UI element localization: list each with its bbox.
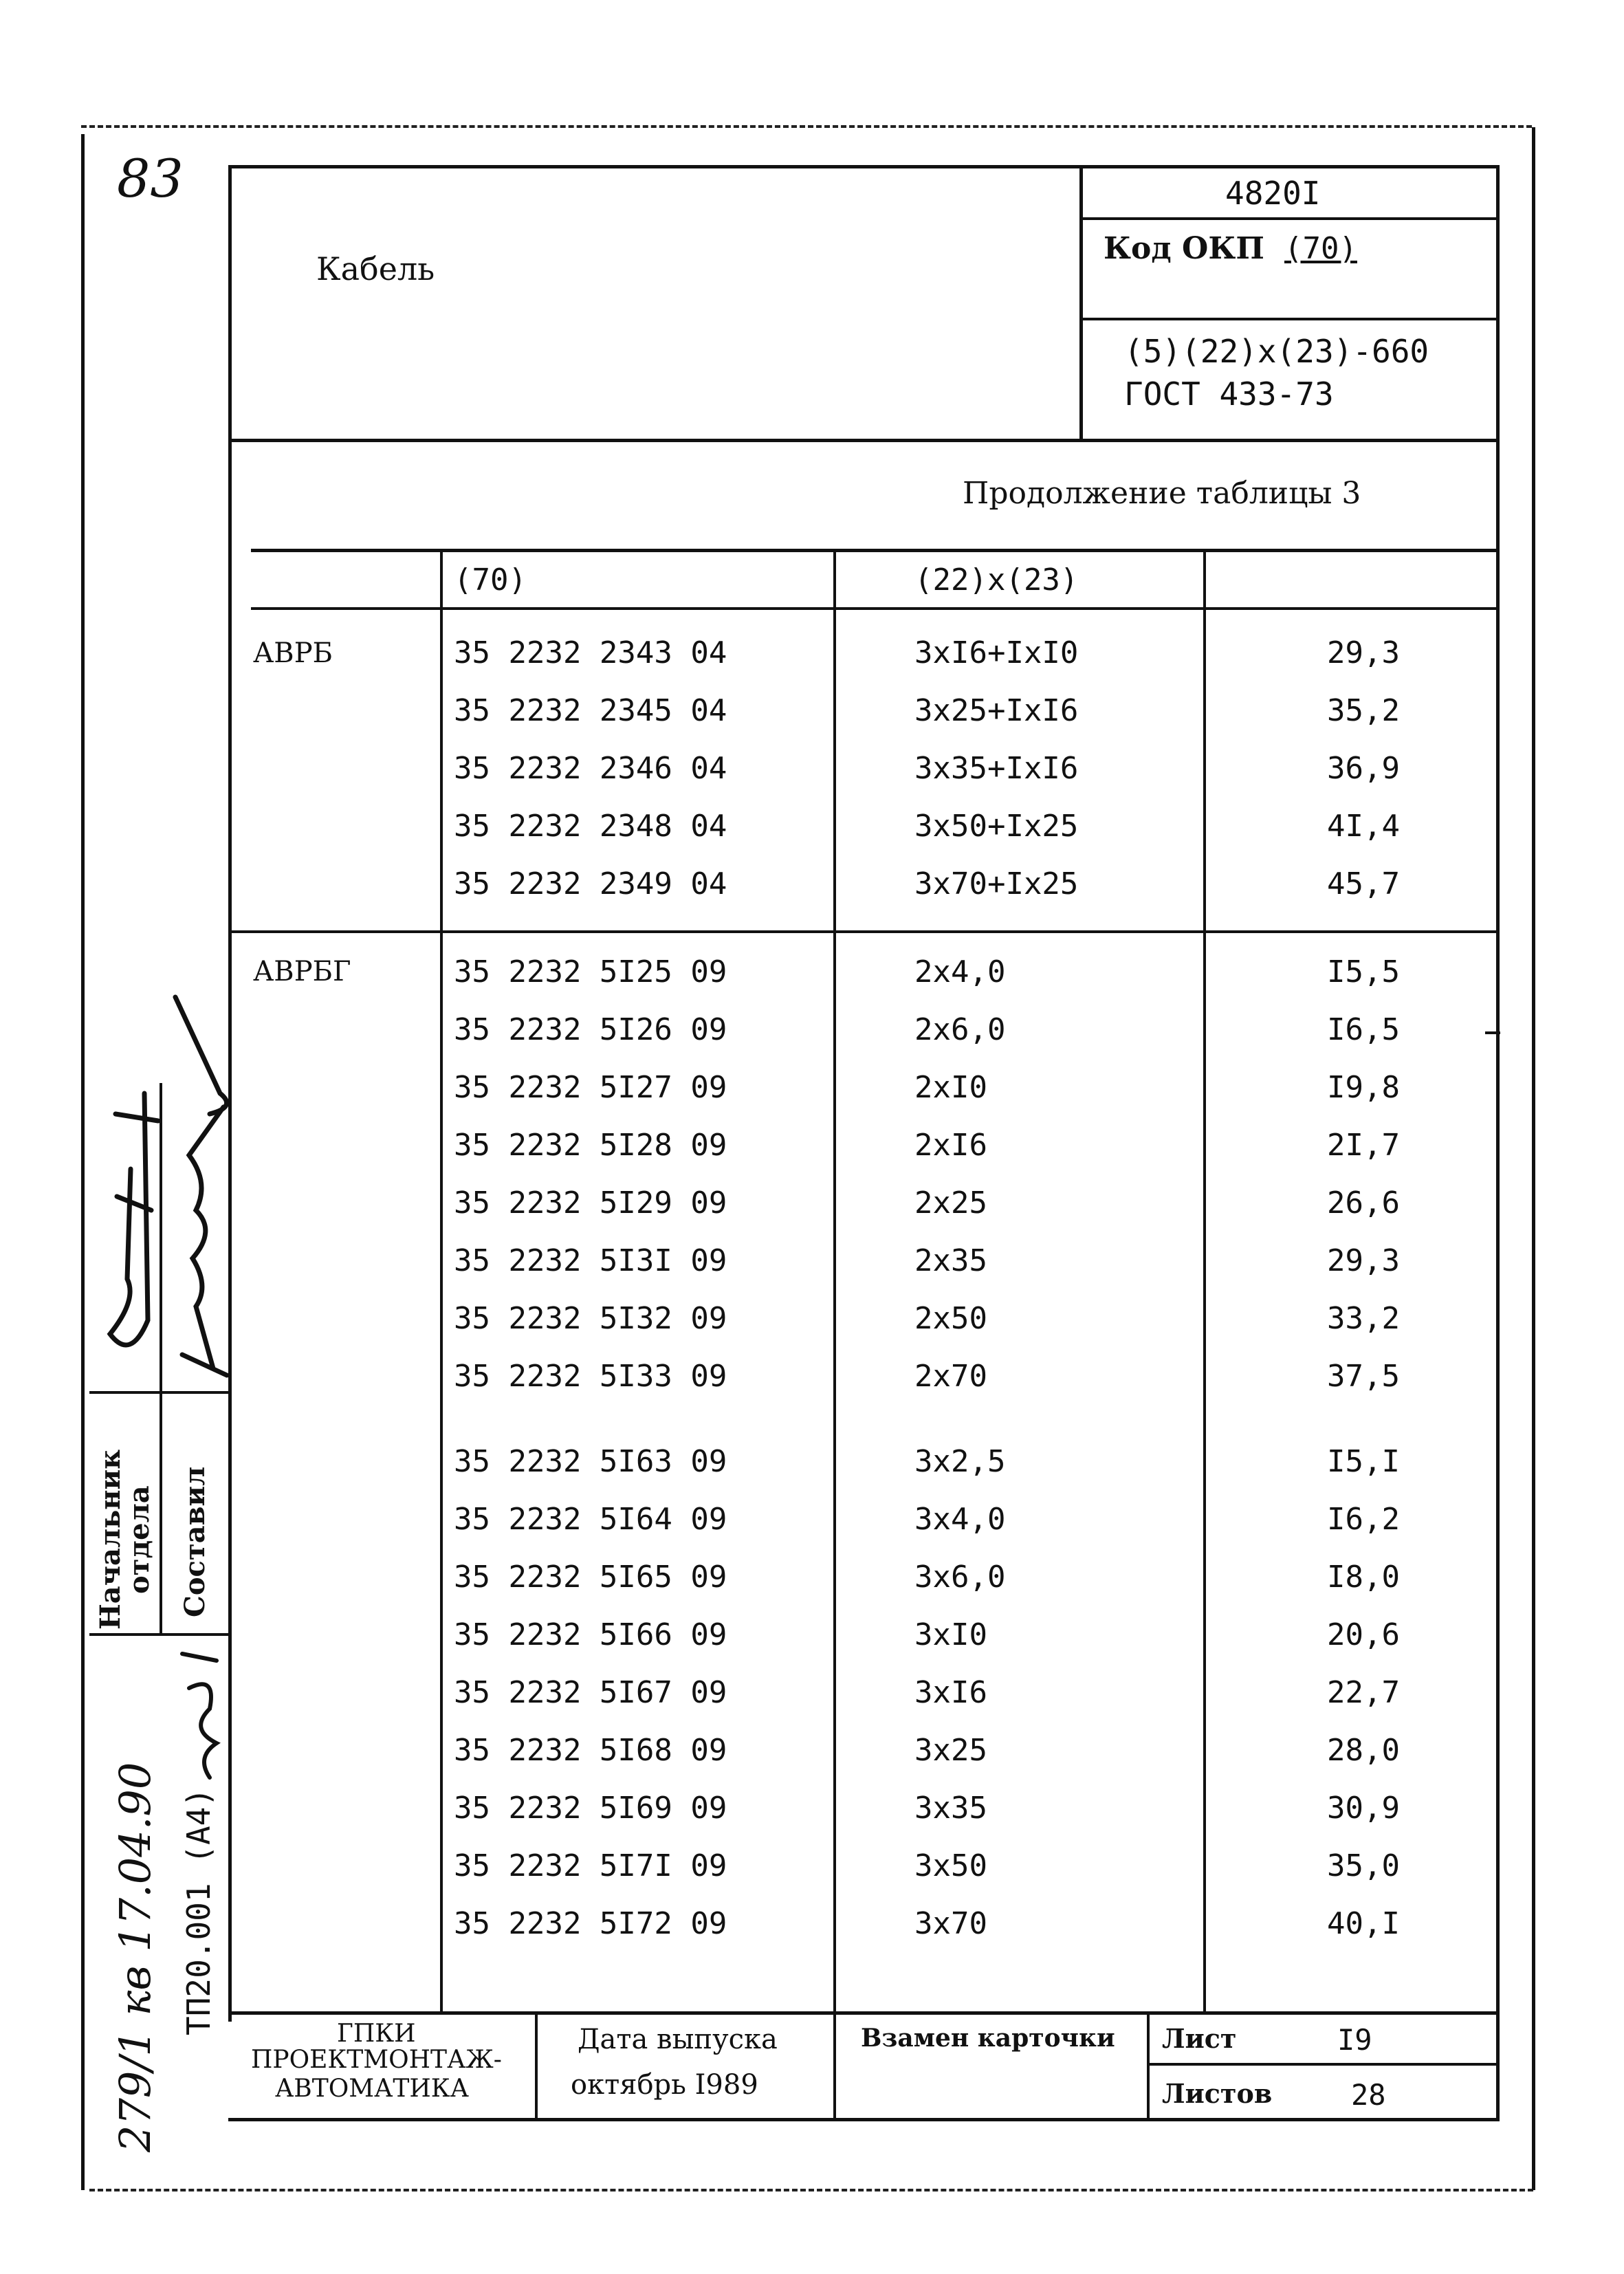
column-separator-2	[833, 550, 836, 2015]
row-code: 35 2232 2349 04	[454, 866, 727, 901]
sheet-value: I9	[1337, 2023, 1372, 2057]
row-code: 35 2232 5I7I 09	[454, 1848, 727, 1883]
footer-col-sep-3	[1147, 2013, 1150, 2120]
row-value: 22,7	[1327, 1675, 1400, 1710]
row-code: 35 2232 5I29 09	[454, 1185, 727, 1221]
row-size: 3xI6	[914, 1675, 987, 1710]
row-code: 35 2232 5I72 09	[454, 1906, 727, 1941]
row-code: 35 2232 2345 04	[454, 693, 727, 728]
column-header-size: (22)x(23)	[914, 562, 1079, 598]
row-code: 35 2232 2346 04	[454, 751, 727, 786]
dept-head-label-line1: Начальник	[94, 1449, 127, 1630]
footer-col-sep-2	[833, 2013, 836, 2120]
signature-dept-head	[89, 1073, 165, 1389]
group-label-avrb: АВРБ	[253, 637, 333, 669]
row-value: 35,0	[1327, 1848, 1400, 1883]
row-value: I9,8	[1327, 1070, 1400, 1105]
cable-standard: ГОСТ 433-73	[1124, 375, 1334, 413]
row-code: 35 2232 5I68 09	[454, 1733, 727, 1768]
row-value: 35,2	[1327, 693, 1400, 728]
row-value: 37,5	[1327, 1359, 1400, 1394]
row-size: 3xI6+IxI0	[914, 635, 1079, 670]
row-value: 40,I	[1327, 1906, 1400, 1941]
row-size: 2x25	[914, 1185, 987, 1221]
row-size: 3x70+Ix25	[914, 866, 1079, 901]
row-size: 2xI6	[914, 1128, 987, 1163]
row-value: I5,5	[1327, 954, 1400, 990]
row-code: 35 2232 5I3I 09	[454, 1243, 727, 1278]
card-right-border-lower	[1496, 2015, 1500, 2121]
row-value: 4I,4	[1327, 809, 1400, 844]
product-name: Кабель	[316, 250, 435, 287]
sheets-value: 28	[1351, 2078, 1386, 2112]
row-size: 2x6,0	[914, 1012, 1006, 1047]
row-value: 28,0	[1327, 1733, 1400, 1768]
row-code: 35 2232 5I33 09	[454, 1359, 727, 1394]
row-code: 35 2232 5I26 09	[454, 1012, 727, 1047]
row-size: 2x70	[914, 1359, 987, 1394]
row-code: 35 2232 5I65 09	[454, 1560, 727, 1595]
row-size: 3x35	[914, 1791, 987, 1826]
row-code: 35 2232 5I63 09	[454, 1444, 727, 1479]
row-size: 3x70	[914, 1906, 987, 1941]
dept-head-label	[96, 1450, 154, 1630]
group-label-avrbg: АВРБГ	[253, 956, 351, 987]
row-size: 3xI0	[914, 1617, 987, 1652]
row-value: 33,2	[1327, 1301, 1400, 1336]
header-bottom-line	[228, 439, 1500, 442]
footer-col-sep-1	[535, 2013, 538, 2120]
row-value: I5,I	[1327, 1444, 1400, 1479]
code-box-line	[1081, 217, 1500, 220]
row-size: 3x25	[914, 1733, 987, 1768]
card-right-border	[1496, 165, 1500, 2022]
row-code: 35 2232 5I27 09	[454, 1070, 727, 1105]
okp-value: (70)	[1284, 231, 1357, 266]
row-code: 35 2232 5I32 09	[454, 1301, 727, 1336]
org-line-3: АВТОМАТИКА	[275, 2075, 469, 2103]
margin-tick	[1485, 1031, 1500, 1034]
signature-composer	[162, 983, 244, 1389]
margin-box-mid	[89, 1633, 230, 1636]
org-line-1: ГПКИ	[337, 2020, 416, 2048]
page-number: 83	[117, 148, 184, 209]
replace-card-label: Взамен карточки	[861, 2024, 1115, 2053]
row-value: 45,7	[1327, 866, 1400, 901]
row-code: 35 2232 5I67 09	[454, 1675, 727, 1710]
sheet-label: Лист	[1162, 2023, 1237, 2054]
sheets-label: Листов	[1162, 2078, 1273, 2109]
cable-designation: (5)(22)x(23)-660	[1124, 333, 1429, 370]
row-size: 3x2,5	[914, 1444, 1006, 1479]
outer-frame-right	[1532, 127, 1535, 2190]
row-size: 3x35+IxI6	[914, 751, 1079, 786]
column-separator-1	[440, 550, 443, 2015]
outer-frame-left	[81, 134, 85, 2190]
doc-number: ТП20.001 (А4)	[180, 1787, 217, 2035]
row-size: 2x4,0	[914, 954, 1006, 990]
date-label: Дата выпуска	[578, 2024, 778, 2055]
outer-frame-bottom	[89, 2189, 1533, 2191]
column-separator-3	[1203, 550, 1206, 2015]
date-value: октябрь I989	[571, 2069, 758, 2101]
row-size: 3x50	[914, 1848, 987, 1883]
row-value: 36,9	[1327, 751, 1400, 786]
product-code: 4820I	[1225, 175, 1321, 212]
row-size: 2x50	[914, 1301, 987, 1336]
row-size: 3x50+Ix25	[914, 809, 1079, 844]
footer-sheet-line	[1147, 2063, 1500, 2066]
outer-frame-top	[81, 125, 1532, 128]
okp-box-line	[1081, 318, 1500, 320]
composer-label: Составил	[179, 1466, 211, 1617]
row-code: 35 2232 5I64 09	[454, 1502, 727, 1537]
row-size: 2x35	[914, 1243, 987, 1278]
row-size: 3x6,0	[914, 1560, 1006, 1595]
okp-label: Код ОКП	[1104, 231, 1264, 266]
row-value: 29,3	[1327, 635, 1400, 670]
row-code: 35 2232 2343 04	[454, 635, 727, 670]
header-divider-vertical	[1079, 165, 1083, 440]
row-code: 35 2232 5I25 09	[454, 954, 727, 990]
table-header-line	[251, 607, 1500, 610]
group-separator-line	[230, 930, 1500, 933]
row-value: 29,3	[1327, 1243, 1400, 1278]
column-header-code: (70)	[454, 562, 527, 598]
row-value: I6,5	[1327, 1012, 1400, 1047]
row-value: 2I,7	[1327, 1128, 1400, 1163]
row-size: 3x4,0	[914, 1502, 1006, 1537]
row-size: 2xI0	[914, 1070, 987, 1105]
dept-head-label-line2: отдела	[123, 1485, 155, 1594]
table-top-line	[251, 549, 1500, 552]
row-code: 35 2232 5I69 09	[454, 1791, 727, 1826]
row-value: 26,6	[1327, 1185, 1400, 1221]
row-code: 35 2232 5I28 09	[454, 1128, 727, 1163]
row-value: I6,2	[1327, 1502, 1400, 1537]
row-value: 30,9	[1327, 1791, 1400, 1826]
org-line-2: ПРОЕКТМОНТАЖ-	[251, 2046, 502, 2074]
row-value: 20,6	[1327, 1617, 1400, 1652]
card-top-border	[228, 165, 1500, 168]
inventory-note: 279/1 кв 17.04.90	[110, 1762, 160, 2152]
row-value: I8,0	[1327, 1560, 1400, 1595]
signature-inventory	[168, 1647, 230, 1784]
row-size: 3x25+IxI6	[914, 693, 1079, 728]
continuation-caption: Продолжение таблицы 3	[963, 476, 1361, 511]
row-code: 35 2232 2348 04	[454, 809, 727, 844]
row-code: 35 2232 5I66 09	[454, 1617, 727, 1652]
table-bottom-line	[230, 2011, 1500, 2015]
card-bottom-border	[228, 2118, 1500, 2121]
